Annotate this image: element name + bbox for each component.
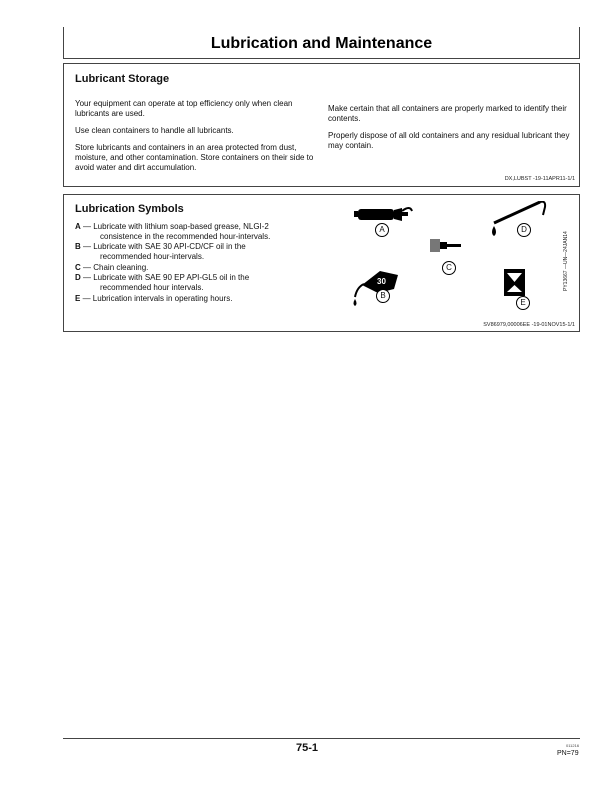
symbol-item-d: D — Lubricate with SAE 90 EP API-GL5 oil in the recommended hour intervals. xyxy=(75,273,250,292)
storage-left-para-2: Use clean containers to handle all lubricants. xyxy=(75,126,234,135)
symbols-title: Lubrication Symbols xyxy=(75,203,184,215)
page-pn: PN=79 xyxy=(557,750,579,757)
figure-label-c: C xyxy=(442,261,456,275)
storage-right-para-1: Make certain that all containers are properly marked to identify their contents. xyxy=(328,104,567,123)
figure-label-d: D xyxy=(517,223,531,237)
title-box xyxy=(63,27,580,59)
footer-date: 011216 xyxy=(566,743,580,748)
symbol-item-a: A — Lubricate with lithium soap-based grease, NLGI-2 consistence in the recommended hour-intervals. xyxy=(75,222,271,241)
symbols-code: SV86979,00006EE -19-01NOV15-1/1 xyxy=(483,322,575,328)
lubricant-storage-section xyxy=(63,63,580,187)
oil-grade-label: 30 xyxy=(377,277,386,286)
figure-code: PY13667 —UN—24JAN14 xyxy=(563,231,569,291)
storage-code: DX,LUBST -19-11APR11-1/1 xyxy=(504,176,575,182)
symbol-item-e: E — Lubrication intervals in operating hours. xyxy=(75,294,233,303)
page-number: 75-1 xyxy=(296,742,319,754)
storage-left-para-1: Your equipment can operate at top efficiency only when clean lubricants are used. xyxy=(75,99,293,118)
symbol-item-b: B — Lubricate with SAE 30 API-CD/CF oil in the recommended hour-intervals. xyxy=(75,242,246,261)
symbol-item-c: C — Chain cleaning. xyxy=(75,263,149,272)
storage-left-para-3: Store lubricants and containers in an area protected from dust, moisture, and other contamination. Store containers on their side to avoid water and dirt accumulation. xyxy=(75,143,314,172)
hourglass-icon xyxy=(504,269,525,296)
figure-label-b: B xyxy=(376,289,390,303)
grease-gun-icon xyxy=(354,208,412,221)
symbol-key-b: B xyxy=(75,242,81,251)
symbol-key-d: D xyxy=(75,273,81,282)
oil-can-icon xyxy=(354,271,399,306)
storage-title: Lubricant Storage xyxy=(75,73,170,85)
brush-icon xyxy=(430,239,461,252)
symbol-key-c: C xyxy=(75,263,81,272)
storage-right-para-2: Properly dispose of all old containers and any residual lubricant they may contain. xyxy=(328,131,570,150)
symbol-key-e: E xyxy=(75,294,81,303)
symbol-key-a: A xyxy=(75,222,81,231)
footer-rule xyxy=(63,738,580,739)
lubrication-symbols-section xyxy=(63,194,580,332)
page-title: Lubrication and Maintenance xyxy=(210,35,433,52)
figure-label-e: E xyxy=(516,296,530,310)
figure-label-a: A xyxy=(375,223,389,237)
